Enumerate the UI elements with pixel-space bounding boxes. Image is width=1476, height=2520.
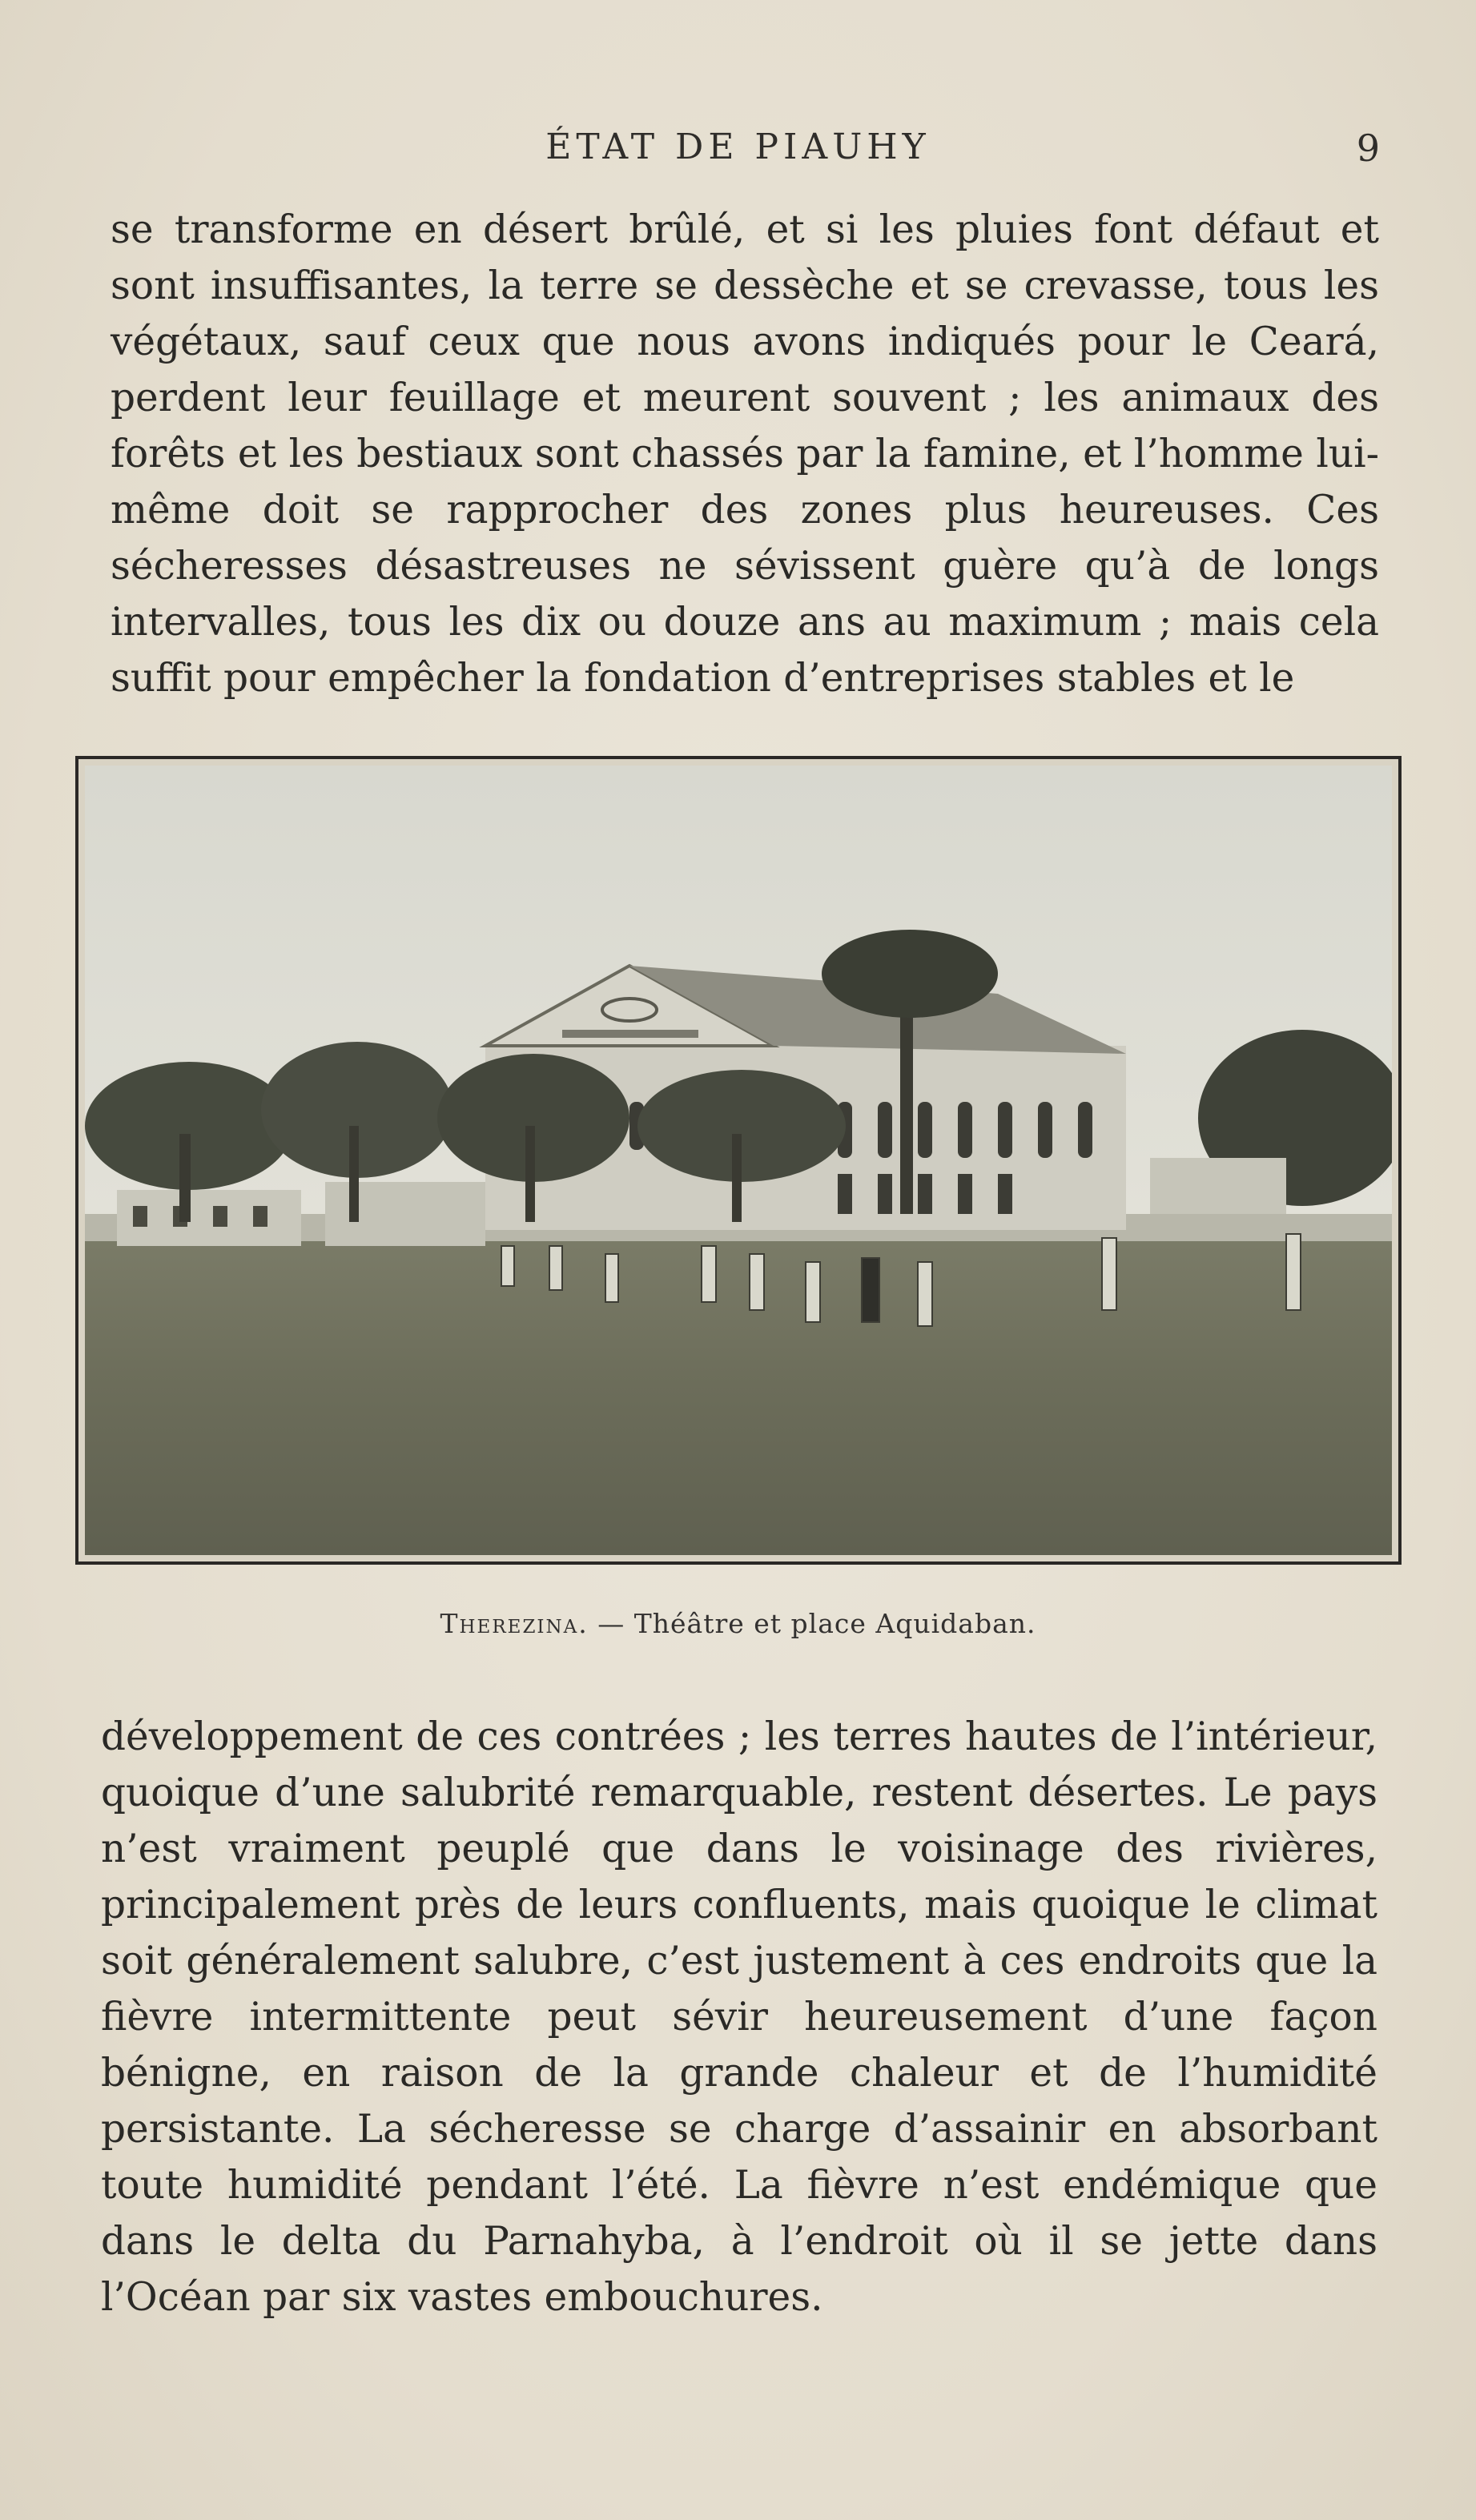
- ground: [85, 1214, 1392, 1555]
- photo-frame: [75, 756, 1402, 1565]
- palm-crown: [822, 930, 998, 1018]
- page-number: 9: [1356, 127, 1380, 170]
- paragraph-top: se transforme en désert brûlé, et si les pluies font défaut et sont insuffisantes, la terre se dessèche et se crevasse, tous les végétaux, sauf ceux que nous avons indiqués pour le Ceará, perdent leur feuillage et meurent souvent ; les animaux des forêts et les bestiaux sont chassés par la famine, et l’homme lui-même doit se rapprocher des zones plus heureuses. Ces sécheresses désastreuses ne sévissent guère qu’à de longs intervalles, tous les dix ou douze ans au maximum ; mais cela suffit pour empêcher la fondation d’entreprises stables et le: [111, 207, 1379, 701]
- caption-text: — Théâtre et place Aquidaban.: [597, 1608, 1036, 1639]
- caption-place: Therezina.: [440, 1608, 589, 1639]
- palm-trunk: [900, 990, 913, 1214]
- figure-caption: [0, 1608, 1476, 1639]
- running-title: ÉTAT DE PIAUHY: [545, 127, 931, 167]
- running-head: [0, 127, 1476, 175]
- paragraph-bottom: développement de ces contrées ; les terres hautes de l’intérieur, quoique d’une salubrité remarquable, restent désertes. Le pays n’est vraiment peuplé que dans le voisinage des rivières, principalement près de leurs confluents, mais quoique le climat soit généralement salubre, c’est justement à ces endroits que la fièvre intermittente peut sévir heureusement d’une façon bénigne, en raison de la grande chaleur et de l’humidité persistante. La sécheresse se charge d’assainir en absorbant toute humidité pendant l’été. La fièvre n’est endémique que dans le delta du Parnahyba, à l’endroit où il se jette dans l’Océan par six vastes embouchures.: [101, 1714, 1377, 2320]
- photo-therezina-theatre: [85, 766, 1392, 1555]
